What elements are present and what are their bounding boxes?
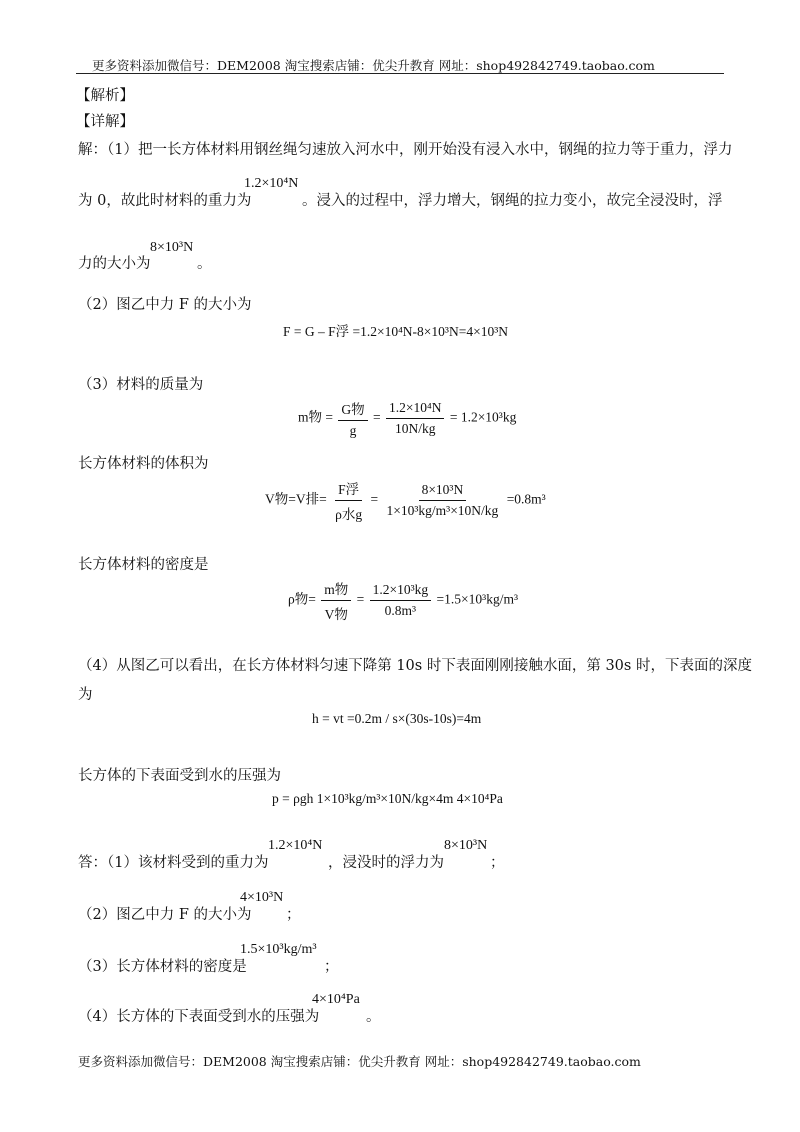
- part1-line3-b: 。: [197, 256, 212, 272]
- mass-fraction-1-den: g: [349, 423, 357, 438]
- mass-equation: [298, 398, 516, 439]
- part4-line2: 为: [78, 687, 93, 703]
- answer1-a: 答：（1）该材料受到的重力为: [78, 855, 269, 871]
- density-fraction-1-den: V物: [324, 607, 348, 622]
- part1-line1: 解：（1）把一长方体材料用钢丝绳匀速放入河水中，刚开始没有浸入水中，钢绳的拉力等于重力，浮力: [78, 142, 733, 158]
- mass-fraction-2-den: 10N/kg: [394, 421, 436, 436]
- answer3-b: ；: [324, 959, 339, 975]
- answer3-density: 1.5×10³kg/m³: [240, 942, 317, 957]
- mass-fraction-2: [386, 400, 444, 437]
- pressure-equation: p = ρgh 1×10³kg/m³×10N/kg×4m 4×10⁴Pa: [272, 791, 503, 806]
- volume-equals: =: [370, 491, 379, 507]
- density-equals: =: [356, 591, 365, 607]
- pressure-text: 长方体的下表面受到水的压强为: [78, 768, 281, 784]
- density-fraction-1-num: m物: [321, 578, 351, 601]
- page-header: 更多资料添加微信号：DEM2008 淘宝搜索店铺：优尖升教育 网址：shop492842749.taobao.com: [92, 58, 655, 73]
- answer1-buoyancy: 8×10³N: [444, 838, 488, 853]
- density-equation: [288, 578, 518, 623]
- density-rhs: =1.5×10³kg/m³: [436, 591, 518, 607]
- gravity-value: 1.2×10⁴N: [244, 176, 299, 191]
- answer4-a: （4）长方体的下表面受到水的压强为: [78, 1009, 320, 1025]
- volume-fraction-2: [383, 482, 501, 519]
- density-text: 长方体材料的密度是: [78, 557, 209, 573]
- mass-fraction-1: [338, 398, 367, 439]
- detail-heading: 【详解】: [76, 114, 134, 130]
- header-divider: [76, 73, 724, 74]
- answer4-b: 。: [366, 1009, 381, 1025]
- answer2-b: ；: [286, 907, 301, 923]
- volume-fraction-1-num: F浮: [335, 478, 362, 501]
- mass-lhs: m物 =: [298, 409, 333, 425]
- volume-text: 长方体材料的体积为: [78, 456, 209, 472]
- part4-line1: （4）从图乙可以看出，在长方体材料匀速下降第 10s 时下表面刚刚接触水面，第 30s 时，下表面的深度: [78, 658, 752, 674]
- part3-text: （3）材料的质量为: [78, 377, 204, 393]
- density-fraction-1: [321, 578, 351, 623]
- answer1-gravity: 1.2×10⁴N: [268, 838, 323, 853]
- page-footer: 更多资料添加微信号：DEM2008 淘宝搜索店铺：优尖升教育 网址：shop492842749.taobao.com: [78, 1054, 641, 1069]
- volume-equation: [265, 478, 546, 523]
- volume-fraction-1: [332, 478, 365, 523]
- mass-fraction-2-num: 1.2×10⁴N: [386, 400, 444, 419]
- density-fraction-2-den: 0.8m³: [384, 603, 417, 618]
- answer1-c: ；: [490, 855, 505, 871]
- answer2-force: 4×10³N: [240, 890, 284, 905]
- part1-line2-b: 。浸入的过程中，浮力增大，钢绳的拉力变小，故完全浸没时，浮: [302, 193, 723, 209]
- answer3-a: （3）长方体材料的密度是: [78, 959, 247, 975]
- density-lhs: ρ物=: [288, 591, 316, 607]
- depth-equation: h = vt =0.2m / s×(30s-10s)=4m: [312, 711, 482, 726]
- force-equation: F = G – F浮 =1.2×10⁴N-8×10³N=4×10³N: [283, 324, 508, 339]
- mass-equals: =: [373, 409, 381, 425]
- volume-lhs: V物=V排=: [265, 491, 327, 507]
- answer2-a: （2）图乙中力 F 的大小为: [78, 907, 252, 923]
- volume-fraction-1-den: ρ水g: [335, 507, 363, 522]
- volume-fraction-2-den: 1×10³kg/m³×10N/kg: [386, 503, 499, 518]
- part1-line2-a: 为 0，故此时材料的重力为: [78, 193, 252, 209]
- density-fraction-2-num: 1.2×10³kg: [370, 582, 432, 601]
- part1-line3-a: 力的大小为: [78, 256, 151, 272]
- volume-fraction-2-num: 8×10³N: [419, 482, 467, 501]
- volume-rhs: =0.8m³: [506, 491, 546, 507]
- part2-text: （2）图乙中力 F 的大小为: [78, 297, 252, 313]
- mass-rhs: = 1.2×10³kg: [449, 409, 517, 425]
- analysis-heading: 【解析】: [76, 88, 134, 104]
- mass-fraction-1-num: G物: [338, 398, 367, 421]
- answer4-pressure: 4×10⁴Pa: [312, 992, 360, 1007]
- answer1-b: ，浸没时的浮力为: [328, 855, 444, 871]
- buoyancy-value: 8×10³N: [150, 240, 194, 255]
- density-fraction-2: [370, 582, 432, 619]
